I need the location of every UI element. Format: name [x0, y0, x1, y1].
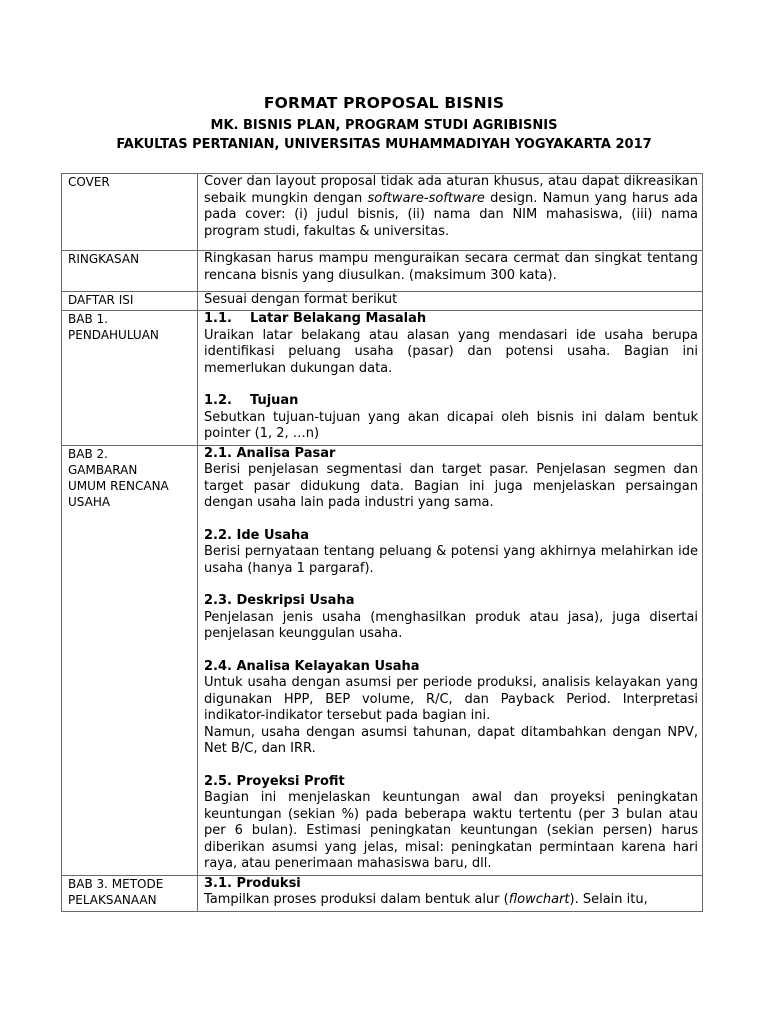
table-row-bab1 — [62, 311, 703, 446]
row-content-bab2 — [198, 445, 703, 875]
table-row-cover — [62, 174, 703, 251]
label-text: DAFTAR ISI — [68, 293, 134, 307]
row-label-bab1 — [62, 311, 198, 446]
section-text-1-2: Sebutkan tujuan-tujuan yang akan dicapai oleh bisnis ini dalam bentuk pointer (1, 2, …n) — [204, 409, 698, 441]
section-text-2-1: Berisi penjelasan segmentasi dan target pasar. Penjelasan segmen dan target pasar didukung data. Bagian ini juga menjelaskan persaingan dengan usaha lain pada industri yang sama. — [204, 462, 698, 510]
section-heading-2-3: 2.3. Deskripsi Usaha — [204, 593, 355, 608]
row-label-cover — [62, 174, 198, 251]
row-label-ringkasan — [62, 251, 198, 292]
section-heading-2-2: 2.2. Ide Usaha — [204, 527, 310, 543]
section-heading-2-5: 2.5. Proyeksi Profit — [204, 773, 345, 789]
section-heading-3-1: 3.1. Produksi — [204, 875, 301, 891]
label-text: UMUM RENCANA — [68, 478, 169, 493]
section-text-2-5: Bagian ini menjelaskan keuntungan awal dan proyeksi peningkatan keuntungan (sekian %) pada beberapa waktu tertentu (per 3 bulan atau per 6 bulan). Estimasi peningkatan keuntungan (sekian persen) harus diberikan asumsi yang jelas, misal: peningkatan permintaan karena hari raya, atau penerimaan mahasiswa baru, dll. — [204, 790, 698, 871]
row-content-bab3 — [198, 875, 703, 911]
label-text: BAB 3. METODE — [68, 876, 164, 891]
section-text-2-4a: Untuk usaha dengan asumsi per periode produksi, analisis kelayakan yang digunakan HPP, BEP volume, R/C, dan Payback Period. Interpretasi indikator-indikator tersebut pada bagian ini. — [204, 675, 698, 723]
proposal-format-table — [61, 173, 703, 912]
label-text: RINGKASAN — [68, 252, 140, 266]
section-text-2-2: Berisi pernyataan tentang peluang & potensi yang akhirnya melahirkan ide usaha (hanya 1 pargaraf). — [204, 544, 698, 576]
ringkasan-description: Ringkasan harus mampu menguraikan secara cermat dan singkat tentang rencana bisnis yang diusulkan. (maksimum 300 kata). — [204, 251, 698, 283]
section-heading-1-1: 1.1. Latar Belakang Masalah — [204, 311, 427, 326]
section-text-2-3: Penjelasan jenis usaha (menghasilkan produk atau jasa), juga disertai penjelasan keunggulan usaha. — [204, 609, 698, 641]
section-text-1-1: Uraikan latar belakang atau alasan yang mendasari ide usaha berupa identifikasi peluang usaha (pasar) dan potensi usaha. Bagian ini memerlukan dukungan data. — [204, 327, 698, 376]
table-row-ringkasan — [62, 251, 703, 292]
label-text: PENDAHULUAN — [68, 328, 159, 342]
row-label-daftar-isi — [62, 292, 198, 311]
label-text: GAMBARAN — [68, 462, 138, 477]
section-heading-1-2: 1.2. Tujuan — [204, 393, 299, 408]
label-text: BAB 1. — [68, 312, 108, 326]
table-row-daftar-isi — [62, 292, 703, 311]
section-heading-2-1: 2.1. Analisa Pasar — [204, 445, 336, 461]
row-content-daftar-isi — [198, 292, 703, 311]
section-heading-2-4: 2.4. Analisa Kelayakan Usaha — [204, 658, 420, 674]
table-row-bab3 — [62, 875, 703, 911]
table-row-bab2 — [62, 445, 703, 875]
row-content-ringkasan — [198, 251, 703, 292]
section-text-3-1: Tampilkan proses produksi dalam bentuk alur (flowchart). Selain itu, — [204, 892, 648, 907]
label-text: USAHA — [68, 494, 111, 509]
row-content-cover — [198, 174, 703, 251]
label-text: COVER — [68, 175, 110, 189]
faculty-subtitle: FAKULTAS PERTANIAN, UNIVERSITAS MUHAMMADIYAH YOGYAKARTA 2017 — [116, 137, 652, 152]
document-title: FORMAT PROPOSAL BISNIS — [263, 94, 505, 112]
label-text: PELAKSANAAN — [68, 892, 157, 907]
label-text: BAB 2. — [68, 446, 108, 461]
cover-description: Cover dan layout proposal tidak ada aturan khusus, atau dapat dikreasikan sebaik mungkin dengan software-software design. Namun yang harus ada pada cover: (i) judul bisnis, (ii) nama dan NIM mahasiswa, (iii) nama program studi, fakultas & universitas. — [204, 174, 699, 239]
row-label-bab2 — [62, 445, 198, 875]
row-label-bab3 — [62, 875, 198, 911]
daftar-isi-description: Sesuai dengan format berikut — [204, 292, 398, 307]
row-content-bab1 — [198, 311, 703, 446]
section-text-2-4b: Namun, usaha dengan asumsi tahunan, dapat ditambahkan dengan NPV, Net B/C, dan IRR. — [204, 724, 698, 756]
course-subtitle: MK. BISNIS PLAN, PROGRAM STUDI AGRIBISNIS — [210, 118, 558, 133]
